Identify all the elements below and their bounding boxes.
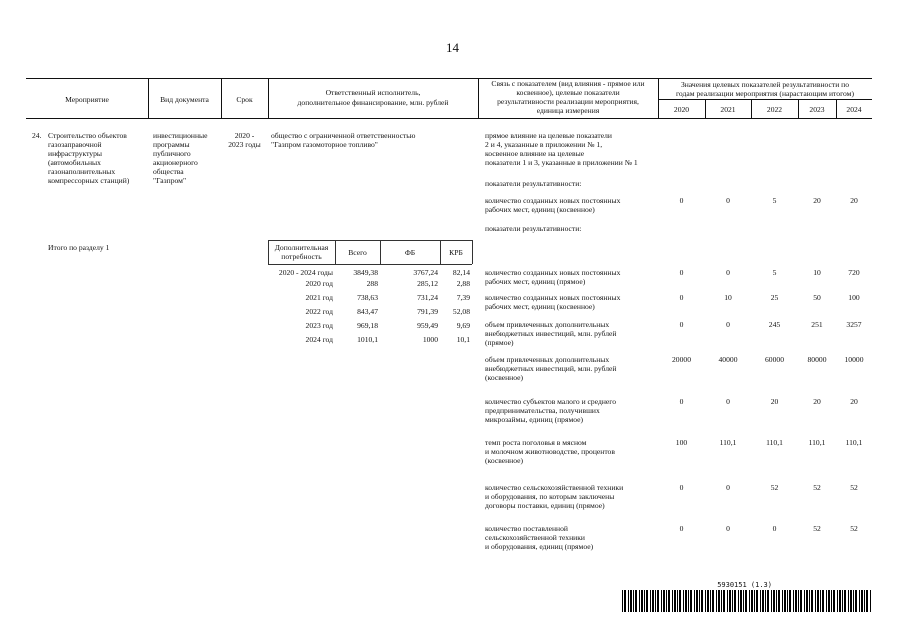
item-name-line: Строительство объектов — [48, 131, 127, 140]
indicator-value: 20000 — [672, 355, 691, 364]
year-2023: 2023 — [809, 105, 825, 114]
indicator-value: 0 — [679, 293, 684, 302]
indicator-value: 80000 — [807, 355, 827, 364]
indicator-text: количество поставленной — [485, 524, 568, 533]
fin-krb: 10,1 — [456, 335, 470, 344]
year-2021: 2021 — [720, 105, 736, 114]
total-label: Итого по разделу 1 — [48, 243, 110, 252]
indicator-text: количество сельскохозяйственной техники — [485, 483, 624, 492]
indicator-value: 0 — [679, 320, 684, 329]
item-indicator-value: 20 — [850, 196, 858, 205]
fin-all-header: Всего — [348, 248, 367, 257]
item-doc-line: акционерного — [153, 158, 198, 167]
indicator-value: 110,1 — [845, 438, 863, 447]
indicator-value: 52 — [770, 483, 779, 492]
item-number: 24. — [32, 131, 42, 140]
header-values-1: Значения целевых показателей результативности по — [680, 80, 850, 89]
indicator-text: количество созданных новых постоянных — [485, 268, 621, 277]
page-number: 14 — [446, 40, 459, 55]
indicator-text: внебюджетных инвестиций, млн. рублей — [485, 364, 617, 373]
item-name-line: компрессорных станций) — [48, 176, 130, 185]
header-link-1: Связь с показателем (вид влияния - прямое или — [491, 79, 645, 88]
indicator-text: количество созданных новых постоянных — [485, 293, 621, 302]
indicator-text: (косвенное) — [485, 373, 524, 382]
fin-need-2: потребность — [281, 252, 322, 261]
item-indicator-text: количество созданных новых постоянных — [485, 196, 621, 205]
header-top-line — [26, 78, 872, 79]
fin-fb: 791,39 — [417, 307, 438, 316]
header-years-line — [658, 99, 872, 100]
indicator-text: и оборудования, единиц (прямое) — [485, 542, 594, 551]
perf-label-2: показатели результативности: — [485, 224, 582, 233]
indicator-value: 110,1 — [808, 438, 826, 447]
fin-need-1: Дополнительная — [274, 243, 329, 252]
fin-year: 2024 год — [305, 335, 333, 344]
barcode-image — [622, 590, 872, 612]
indicator-value: 10000 — [844, 355, 864, 364]
item-doc-line: публичного — [153, 149, 191, 158]
indicator-text: объем привлеченных дополнительных — [485, 320, 610, 329]
indicator-text: микрозаймы, единиц (прямое) — [485, 415, 584, 424]
indicator-value: 0 — [679, 483, 684, 492]
item-doc-line: общества — [153, 167, 184, 176]
fin-krb: 52,08 — [452, 307, 470, 316]
fin-fb: 285,12 — [417, 279, 438, 288]
item-name-line: инфраструктуры — [48, 149, 102, 158]
item-term-line: 2023 годы — [228, 140, 261, 149]
indicator-value: 720 — [848, 268, 860, 277]
indicator-text: рабочих мест, единиц (прямое) — [485, 277, 586, 286]
indicator-value: 50 — [813, 293, 821, 302]
indicator-value: 10 — [724, 293, 732, 302]
indicator-text: объем привлеченных дополнительных — [485, 355, 610, 364]
indicator-value: 0 — [726, 483, 730, 492]
item-indicator-value: 0 — [726, 196, 730, 205]
year-2022: 2022 — [766, 105, 783, 114]
item-indicator-value: 20 — [813, 196, 821, 205]
indicator-value: 52 — [850, 524, 858, 533]
header-link-2: косвенное), целевые показатели — [516, 88, 620, 97]
indicator-value: 52 — [850, 483, 858, 492]
indicator-text: количество субъектов малого и среднего — [485, 397, 616, 406]
header-link-4: единица измерения — [536, 106, 600, 115]
header-doc-type: Вид документа — [160, 95, 209, 104]
header-link-3: результативности реализации мероприятия, — [497, 97, 639, 106]
indicator-text: предпринимательства, получивших — [485, 406, 600, 415]
header-executor-2: дополнительное финансирование, млн. рублей — [297, 98, 449, 107]
indicator-value: 0 — [726, 320, 730, 329]
fin-all: 738,63 — [357, 293, 378, 302]
indicator-value: 0 — [726, 268, 730, 277]
indicator-value: 60000 — [765, 355, 784, 364]
fin-year: 2023 год — [305, 321, 333, 330]
indicator-value: 245 — [768, 320, 781, 329]
item-link-line: прямое влияние на целевые показатели — [485, 131, 612, 140]
item-link-line: 2 и 4, указанные в приложении № 1, — [485, 140, 603, 149]
year-2024: 2024 — [846, 105, 862, 114]
fin-krb: 7,39 — [456, 293, 470, 302]
indicator-value: 0 — [726, 524, 730, 533]
fin-krb: 9,69 — [456, 321, 470, 330]
fin-all: 1010,1 — [357, 335, 378, 344]
item-indicator-value: 5 — [772, 196, 777, 205]
item-executor-line: общество с ограниченной ответственностью — [271, 131, 416, 140]
indicator-value: 52 — [813, 483, 821, 492]
indicator-text: внебюджетных инвестиций, млн. рублей — [485, 329, 617, 338]
indicator-text: рабочих мест, единиц (косвенное) — [485, 302, 595, 311]
indicator-value: 110,1 — [719, 438, 737, 447]
indicator-text: и молочном животноводстве, процентов — [485, 447, 615, 456]
indicator-text: и оборудования, по которым заключены — [485, 492, 615, 501]
fin-all: 3849,38 — [353, 268, 378, 277]
header-values-2: годам реализации мероприятия (нарастающим итогом) — [676, 89, 854, 98]
indicator-value: 0 — [726, 397, 730, 406]
item-link-line: косвенное влияние на целевые — [485, 149, 585, 158]
header-term: Срок — [236, 95, 253, 104]
year-2020: 2020 — [673, 105, 690, 114]
item-name-line: газозаправочной — [48, 140, 102, 149]
header-bottom-line — [26, 118, 872, 119]
item-term-line: 2020 - — [234, 131, 255, 140]
indicator-value: 100 — [675, 438, 688, 447]
fin-fb: 731,24 — [417, 293, 438, 302]
item-indicator-value: 0 — [679, 196, 684, 205]
item-name-line: газонаполнительных — [48, 167, 116, 176]
fin-fb-header: ФБ — [404, 248, 416, 257]
item-indicator-text: рабочих мест, единиц (косвенное) — [485, 205, 595, 214]
item-executor-line: "Газпром газомоторное топливо" — [271, 140, 378, 149]
fin-fb: 959,49 — [417, 321, 438, 330]
header-event: Мероприятие — [65, 95, 109, 104]
fin-krb: 82,14 — [452, 268, 470, 277]
fin-krb-header: КРБ — [449, 248, 463, 257]
fin-krb: 2,88 — [456, 279, 470, 288]
indicator-value: 0 — [679, 268, 684, 277]
fin-year: 2022 год — [305, 307, 333, 316]
indicator-value: 25 — [770, 293, 779, 302]
indicator-value: 0 — [679, 397, 684, 406]
indicator-text: договоры поставки, единиц (прямое) — [485, 501, 605, 510]
fin-fb: 3767,24 — [413, 268, 438, 277]
indicator-value: 5 — [772, 268, 777, 277]
indicator-value: 10 — [813, 268, 821, 277]
indicator-value: 0 — [679, 524, 684, 533]
indicator-value: 0 — [772, 524, 777, 533]
indicator-value: 20 — [813, 397, 821, 406]
indicator-value: 3257 — [846, 320, 862, 329]
indicator-text: темп роста поголовья в мясном — [485, 438, 587, 447]
indicator-value: 100 — [848, 293, 860, 302]
indicator-value: 20 — [770, 397, 779, 406]
indicator-text: (косвенное) — [485, 456, 524, 465]
item-link-line: показатели 1 и 3, указанные в приложении № 1 — [485, 158, 638, 167]
indicator-text: сельскохозяйственной техники — [485, 533, 585, 542]
item-doc-line: инвестиционные — [153, 131, 208, 140]
fin-all: 843,47 — [357, 307, 378, 316]
item-name-line: (автомобильных — [48, 158, 101, 167]
item-doc-line: "Газпром" — [153, 176, 187, 185]
indicator-value: 20 — [850, 397, 858, 406]
header-executor-1: Ответственный исполнитель, — [325, 88, 421, 97]
fin-year: 2021 год — [305, 293, 333, 302]
fin-year: 2020 год — [305, 279, 333, 288]
fin-all: 288 — [366, 279, 378, 288]
fin-fb: 1000 — [422, 335, 438, 344]
item-doc-line: программы — [153, 140, 190, 149]
indicator-value: 40000 — [718, 355, 738, 364]
indicator-value: 251 — [811, 320, 823, 329]
perf-label: показатели результативности: — [485, 179, 582, 188]
indicator-value: 110,1 — [766, 438, 783, 447]
fin-year: 2020 - 2024 годы — [278, 268, 333, 277]
fin-all: 969,18 — [357, 321, 378, 330]
indicator-value: 52 — [813, 524, 821, 533]
barcode-number: 5930151 (1.3) — [717, 581, 772, 589]
indicator-text: (прямое) — [485, 338, 514, 347]
